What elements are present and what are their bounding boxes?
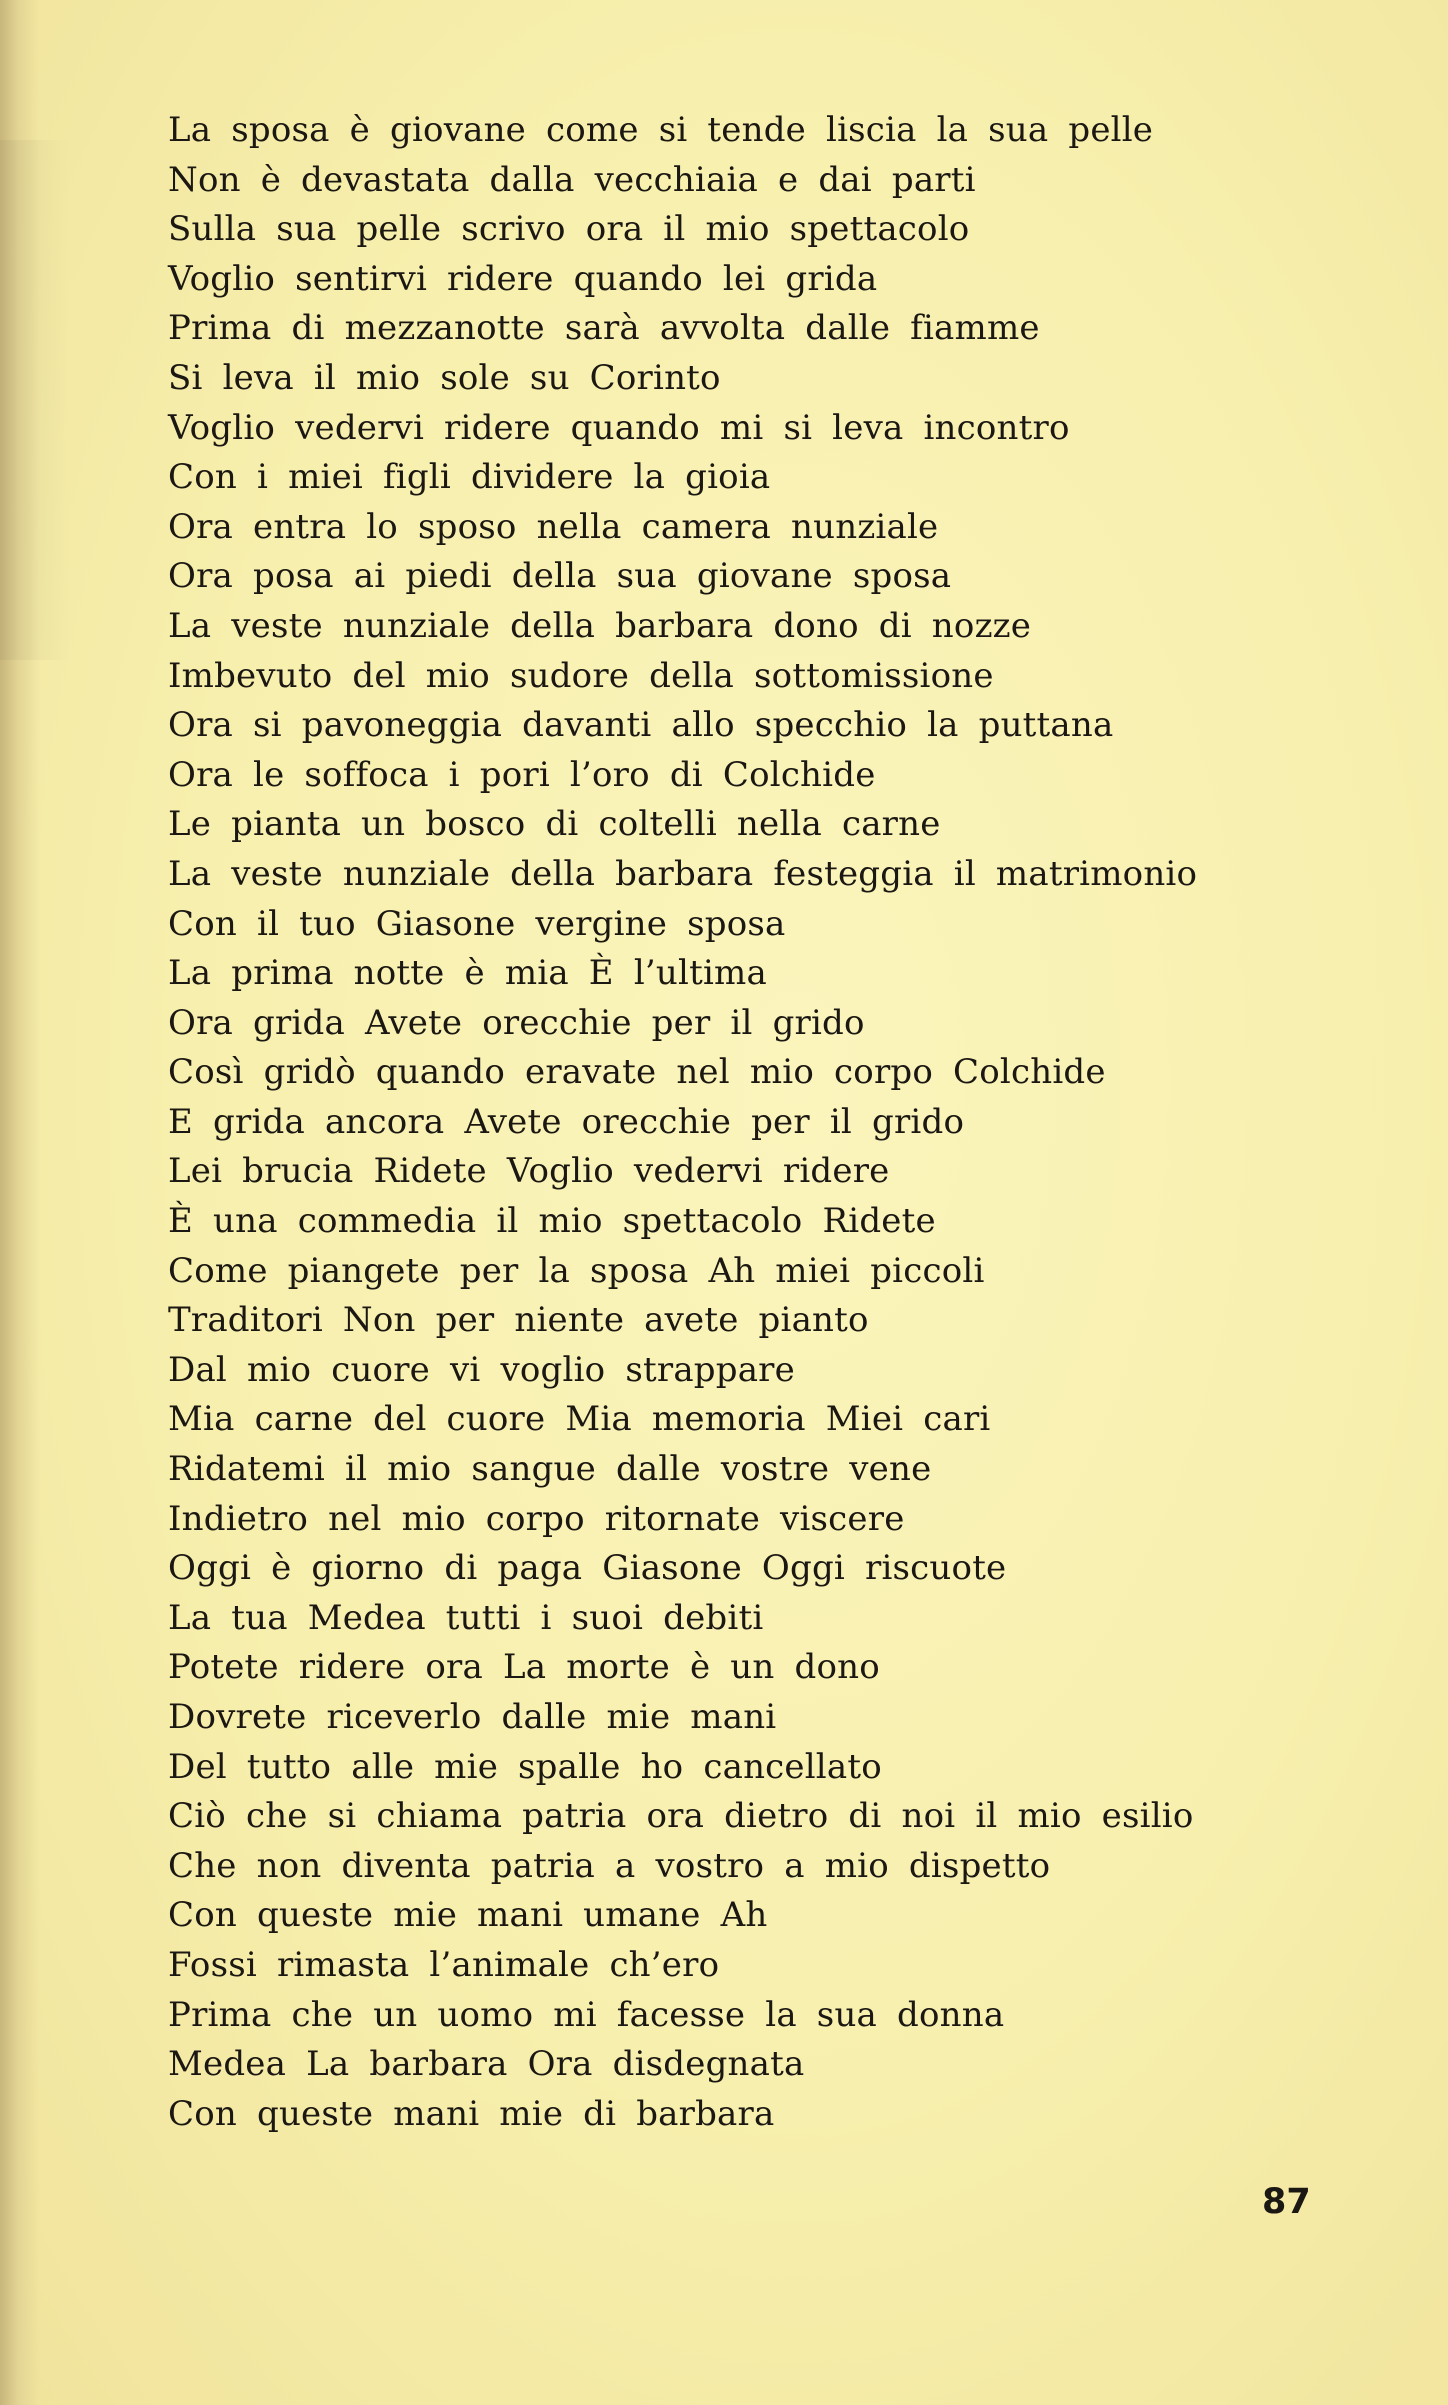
poem-line: La veste nunziale della barbara festeggia il matrimonio: [168, 853, 1198, 894]
poem-line: Mia carne del cuore Mia memoria Miei cari: [168, 1399, 991, 1440]
page-number: 87: [1262, 2182, 1311, 2222]
poem-line: Con il tuo Giasone vergine sposa: [168, 903, 786, 944]
poem-line: Lei brucia Ridete Voglio vedervi ridere: [168, 1151, 890, 1192]
poem-line: Ora le soffoca i pori l’oro di Colchide: [168, 754, 876, 795]
poem-line: Fossi rimasta l’animale ch’ero: [168, 1944, 720, 1985]
poem-line: Con i miei figli dividere la gioia: [168, 457, 771, 498]
poem-line: Imbevuto del mio sudore della sottomissione: [168, 655, 994, 696]
poem-line: Ciò che si chiama patria ora dietro di noi il mio esilio: [168, 1796, 1194, 1837]
poem-line: Ora grida Avete orecchie per il grido: [168, 1002, 865, 1043]
poem-line: Indietro nel mio corpo ritornate viscere: [168, 1498, 905, 1539]
poem-line: Del tutto alle mie spalle ho cancellato: [168, 1746, 882, 1787]
poem-line: Dovrete riceverlo dalle mie mani: [168, 1697, 777, 1737]
poem-line: Ora entra lo sposo nella camera nunziale: [168, 506, 939, 547]
poem-line: Voglio sentirvi ridere quando lei grida: [168, 258, 878, 299]
poem-line: Prima che un uomo mi facesse la sua donna: [168, 1994, 1005, 2035]
poem-line: Si leva il mio sole su Corinto: [168, 357, 721, 398]
poem-line: La sposa è giovane come si tende liscia la sua pelle: [168, 110, 1154, 150]
poem-line: Ridatemi il mio sangue dalle vostre vene: [168, 1449, 932, 1490]
poem-line: Dal mio cuore vi voglio strappare: [168, 1349, 795, 1390]
poem-line: La veste nunziale della barbara dono di nozze: [168, 605, 1032, 646]
poem-line: La tua Medea tutti i suoi debiti: [168, 1597, 764, 1638]
poem-line: Potete ridere ora La morte è un dono: [168, 1647, 880, 1688]
poem-line: Voglio vedervi ridere quando mi si leva incontro: [168, 407, 1070, 448]
poem-line: La prima notte è mia È l’ultima: [168, 953, 767, 994]
poem-line: Ora si pavoneggia davanti allo specchio la puttana: [168, 705, 1114, 746]
poem-line: E grida ancora Avete orecchie per il grido: [168, 1101, 965, 1142]
poem-line: Con queste mani mie di barbara: [168, 2093, 775, 2134]
poem-line: Prima di mezzanotte sarà avvolta dalle fiamme: [168, 308, 1040, 349]
poem-line: Con queste mie mani umane Ah: [168, 1895, 768, 1936]
poem-text: [168, 106, 1197, 2139]
poem-line: Come piangete per la sposa Ah miei piccoli: [168, 1250, 985, 1291]
poem-line: Traditori Non per niente avete pianto: [168, 1300, 869, 1341]
poem-line: È una commedia il mio spettacolo Ridete: [168, 1201, 936, 1242]
poem-line: Così gridò quando eravate nel mio corpo Colchide: [168, 1052, 1106, 1093]
poem-line: Non è devastata dalla vecchiaia e dai parti: [168, 159, 976, 200]
poem-line: Ora posa ai piedi della sua giovane sposa: [168, 556, 952, 597]
poem-line: Oggi è giorno di paga Giasone Oggi riscuote: [168, 1548, 1007, 1589]
poem-line: Che non diventa patria a vostro a mio dispetto: [168, 1845, 1051, 1886]
show-through-shadow: [0, 140, 70, 660]
poem-line: Sulla sua pelle scrivo ora il mio spettacolo: [168, 209, 970, 250]
poem-line: Le pianta un bosco di coltelli nella carne: [168, 804, 941, 845]
poem-line: Medea La barbara Ora disdegnata: [168, 2044, 805, 2085]
